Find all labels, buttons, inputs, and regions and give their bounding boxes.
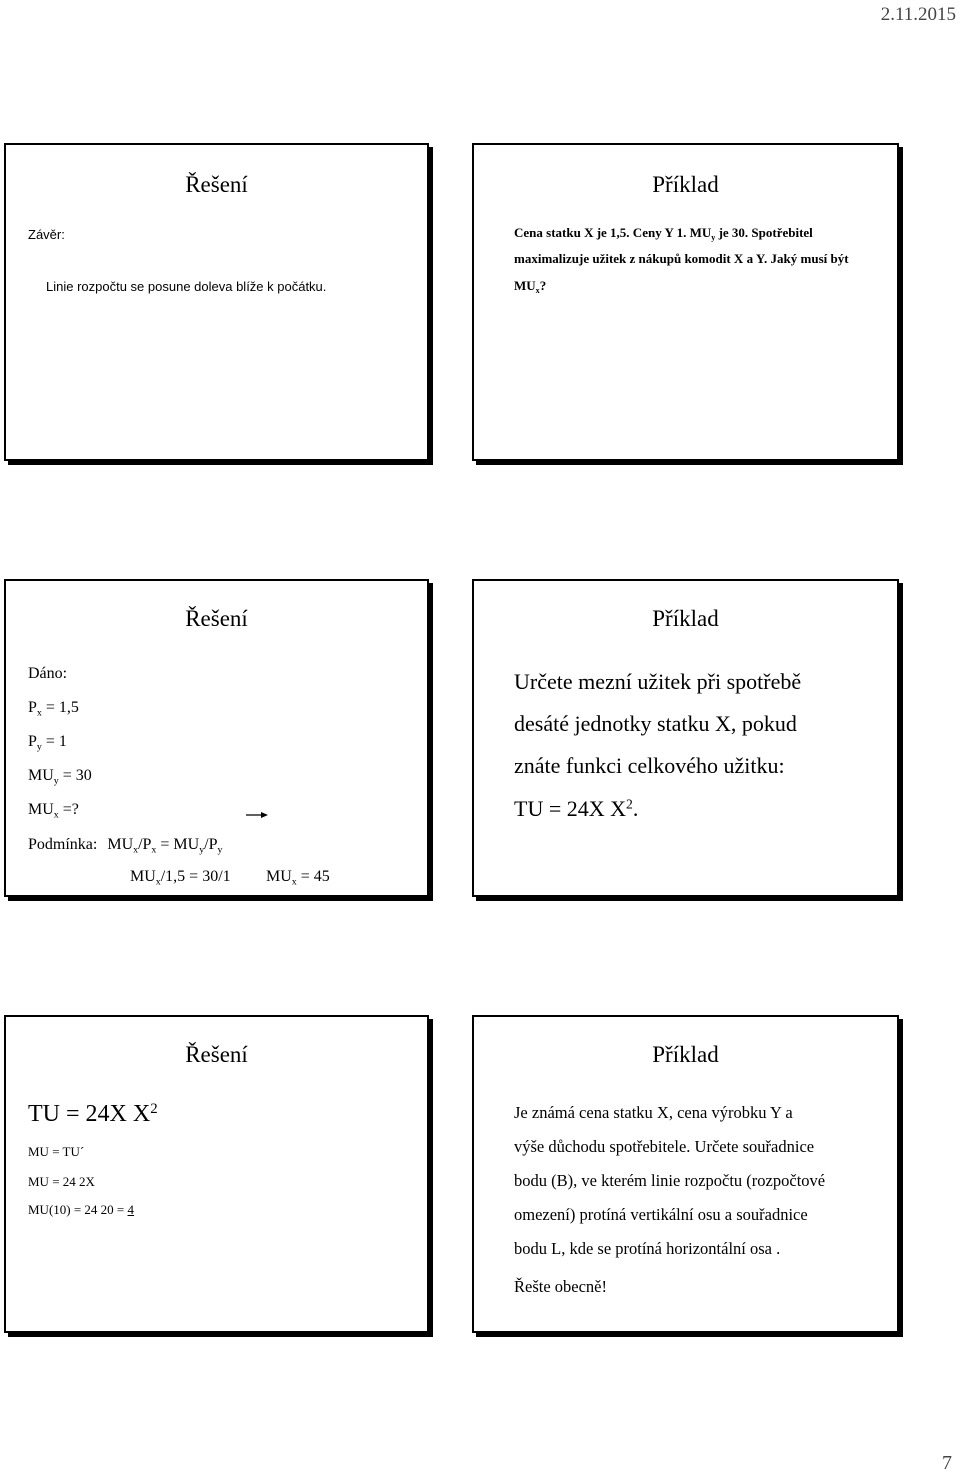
example-line-5: bodu L, kde se protíná horizontální osa . [514, 1239, 781, 1258]
subscript: x [151, 844, 157, 856]
example-line-3: znáte funkci celkového užitku: [514, 753, 785, 778]
text-segment: =? [58, 801, 79, 818]
text-segment: MU(10) = 24 20 = [28, 1202, 128, 1217]
header-date: 2.11.2015 [880, 4, 956, 25]
example-line-6: Řešte obecně! [514, 1277, 607, 1296]
text-segment: TU = 24X X [28, 1101, 151, 1127]
text-segment: MU [130, 868, 156, 885]
subscript: y [36, 741, 42, 753]
example-line-3: bodu (B), ve kterém linie rozpočtu (rozpočtové [514, 1171, 826, 1190]
text-segment: . [632, 796, 639, 821]
condition-label: Podmínka: [28, 836, 98, 853]
text-segment: Cena statku X je 1,5. Ceny Y 1. MU [514, 225, 712, 240]
text-segment: = 1 [41, 733, 67, 750]
text-segment: MU [514, 278, 536, 293]
slide-4-example [472, 579, 899, 897]
example-line-2: desáté jednotky statku X, pokud [514, 711, 797, 736]
text-segment: = 45 [296, 868, 330, 885]
example-line-3 [514, 278, 546, 294]
condition-line [28, 836, 222, 854]
subscript: x [535, 285, 540, 295]
slide-1-solution [4, 143, 429, 461]
subscript: x [36, 707, 42, 719]
example-line-2: maximalizuje užitek z nákupů komodit X a Y. Jaký musí být [514, 251, 849, 266]
slide-title: Řešení [185, 172, 248, 197]
example-line-1 [514, 225, 813, 241]
subscript: y [53, 775, 59, 787]
subscript: y [711, 232, 716, 242]
page-number: 7 [942, 1452, 952, 1474]
subscript: y [199, 844, 205, 856]
slide-6-example [472, 1015, 899, 1333]
calculation-line [130, 868, 231, 886]
result-value: 4 [127, 1202, 135, 1217]
text-segment: = MU [156, 836, 200, 853]
slide-title: Příklad [652, 172, 719, 197]
mu-derivative: MU = TU´ [28, 1144, 85, 1159]
text-segment: /P [204, 836, 218, 853]
superscript: 2 [150, 1100, 158, 1117]
text-segment: je 30. Spotřebitel [715, 225, 813, 240]
example-line-1: Určete mezní užitek při spotřebě [514, 669, 802, 694]
slide-title: Příklad [652, 606, 719, 631]
text-segment: MU [266, 868, 292, 885]
given-px [28, 699, 79, 717]
tu-formula [28, 1101, 158, 1128]
result-line [266, 868, 330, 886]
text-segment: /1,5 = 30/1 [160, 868, 231, 885]
given-mux [28, 801, 79, 819]
text-segment: ? [539, 278, 547, 293]
slide-title: Příklad [652, 1042, 719, 1067]
conclusion-text: Linie rozpočtu se posune doleva blíže k počátku. [46, 279, 327, 294]
subscript: y [217, 844, 223, 856]
text-segment: /P [138, 836, 152, 853]
text-segment: P [28, 733, 37, 750]
utility-formula [514, 796, 638, 822]
superscript: 2 [626, 796, 633, 812]
example-line-4: omezení) protíná vertikální osu a souřadnice [514, 1205, 808, 1224]
subscript: x [53, 809, 59, 821]
text-segment: = 30 [58, 767, 92, 784]
mu-at-10 [28, 1202, 134, 1218]
example-line-1: Je známá cena statku X, cena výrobku Y a [514, 1103, 793, 1122]
conclusion-label: Závěr: [28, 227, 65, 242]
text-segment: TU = 24X X [514, 796, 627, 821]
given-muy [28, 767, 92, 785]
slide-title: Řešení [185, 606, 248, 631]
subscript: x [155, 876, 161, 888]
subscript: x [291, 876, 297, 888]
example-line-2: výše důchodu spotřebitele. Určete souřadnice [514, 1137, 815, 1156]
given-label: Dáno: [28, 665, 68, 682]
slide-3-solution [4, 579, 429, 897]
slide-title: Řešení [185, 1042, 248, 1067]
slide-5-solution [4, 1015, 429, 1333]
condition-formula [107, 836, 223, 856]
text-segment: MU [28, 767, 54, 784]
slide-2-example [472, 143, 899, 461]
arrow-right-icon [246, 809, 268, 821]
text-segment: MU [28, 801, 54, 818]
given-py [28, 733, 67, 751]
mu-expression: MU = 24 2X [28, 1174, 95, 1189]
subscript: x [133, 844, 139, 856]
text-segment: = 1,5 [41, 699, 79, 716]
text-segment: P [28, 699, 37, 716]
text-segment: MU [107, 836, 134, 853]
